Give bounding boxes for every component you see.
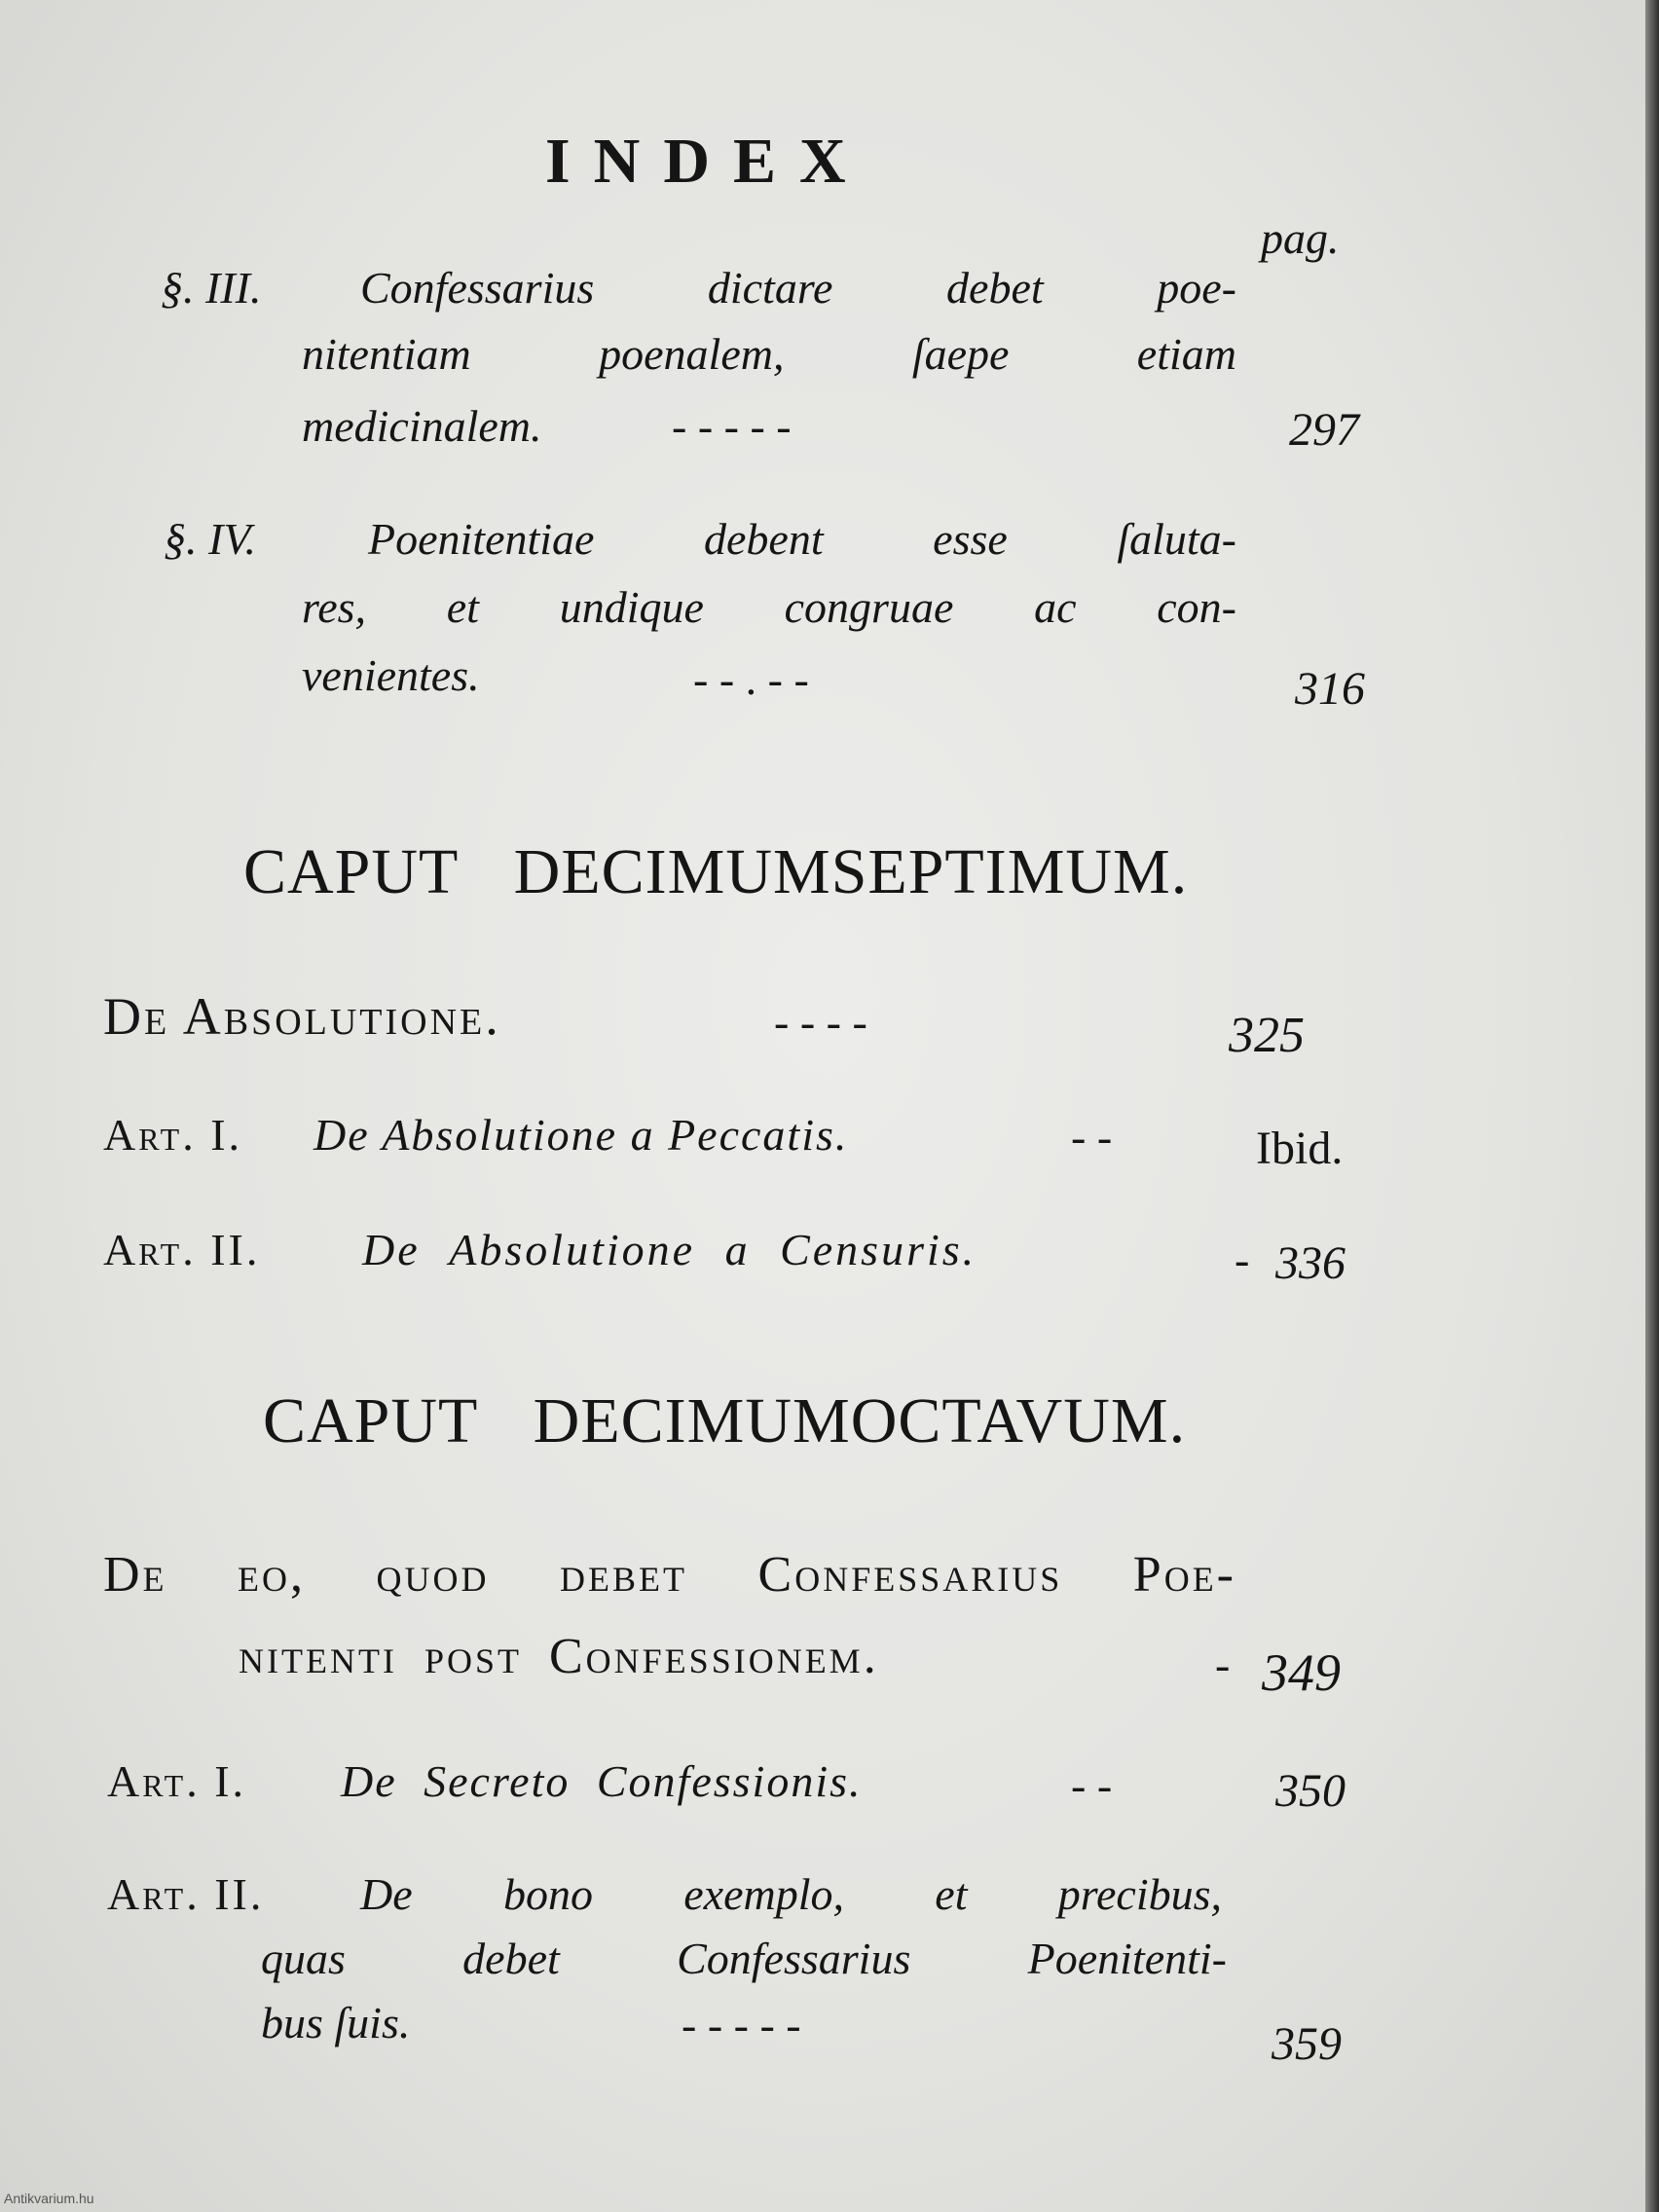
caput-18-heading: CAPUT DECIMUMOCTAVUM. xyxy=(263,1385,1187,1456)
page-number: Ibid. xyxy=(1256,1123,1344,1174)
page-number: 316 xyxy=(1295,663,1365,715)
entry-marker: §. IV. xyxy=(164,514,256,564)
art-label: Art. II. xyxy=(103,1225,261,1274)
leader-dots: - - . - - xyxy=(693,654,809,704)
leader-dots: - xyxy=(1215,1640,1231,1689)
entry-line: bus ſuis. xyxy=(261,1998,411,2047)
caput-17-heading: CAPUT DECIMUMSEPTIMUM. xyxy=(243,836,1189,907)
page-edge xyxy=(1645,0,1659,2212)
leader-dots: - xyxy=(1235,1235,1250,1284)
entry-line: nitentiam poenalem, ſaepe etiam xyxy=(302,329,1236,379)
entry-line: Confessarius dictare debet poe- xyxy=(360,263,1236,313)
entry-marker: §. III. xyxy=(161,263,262,313)
watermark: Antikvarium.hu xyxy=(4,2191,94,2206)
art-label: Art. I. xyxy=(103,1110,243,1160)
page-number: 350 xyxy=(1275,1765,1346,1817)
page-number: 336 xyxy=(1275,1237,1346,1289)
entry-title: De Absolutione a Peccatis. xyxy=(313,1110,849,1160)
pag-label: pag. xyxy=(1261,213,1340,263)
page-number: 325 xyxy=(1229,1008,1305,1063)
index-title: INDEX xyxy=(545,126,869,197)
page-number: 359 xyxy=(1272,2018,1342,2070)
entry-line: De eo, quod debet Confessarius Poe- xyxy=(103,1547,1236,1603)
entry-line: De bono exemplo, et precibus, xyxy=(360,1869,1222,1919)
page-number: 297 xyxy=(1289,404,1359,456)
entry-line: venientes. xyxy=(302,650,480,700)
art-label: Art. I. xyxy=(107,1756,247,1806)
leader-dots: - - xyxy=(1071,1112,1113,1161)
entry-line: res, et undique congruae ac con- xyxy=(302,582,1236,632)
leader-dots: - - - - - xyxy=(672,401,792,451)
entry-title: De Secreto Confessionis. xyxy=(341,1756,863,1806)
entry-line: nitenti post Confessionem. xyxy=(239,1629,879,1684)
art-label: Art. II. xyxy=(107,1869,265,1919)
entry-title: De Absolutione a Censuris. xyxy=(362,1225,977,1274)
leader-dots: - - xyxy=(1071,1760,1113,1810)
leader-dots: - - - - xyxy=(774,997,867,1047)
entry-line: medicinalem. xyxy=(302,401,542,451)
entry-line: quas debet Confessarius Poenitenti- xyxy=(261,1934,1227,1983)
page-number: 349 xyxy=(1262,1643,1341,1702)
leader-dots: - - - - - xyxy=(682,2000,801,2049)
entry-line: Poenitentiae debent esse ſaluta- xyxy=(368,514,1236,564)
entry-title: De Absolutione. xyxy=(103,987,501,1046)
